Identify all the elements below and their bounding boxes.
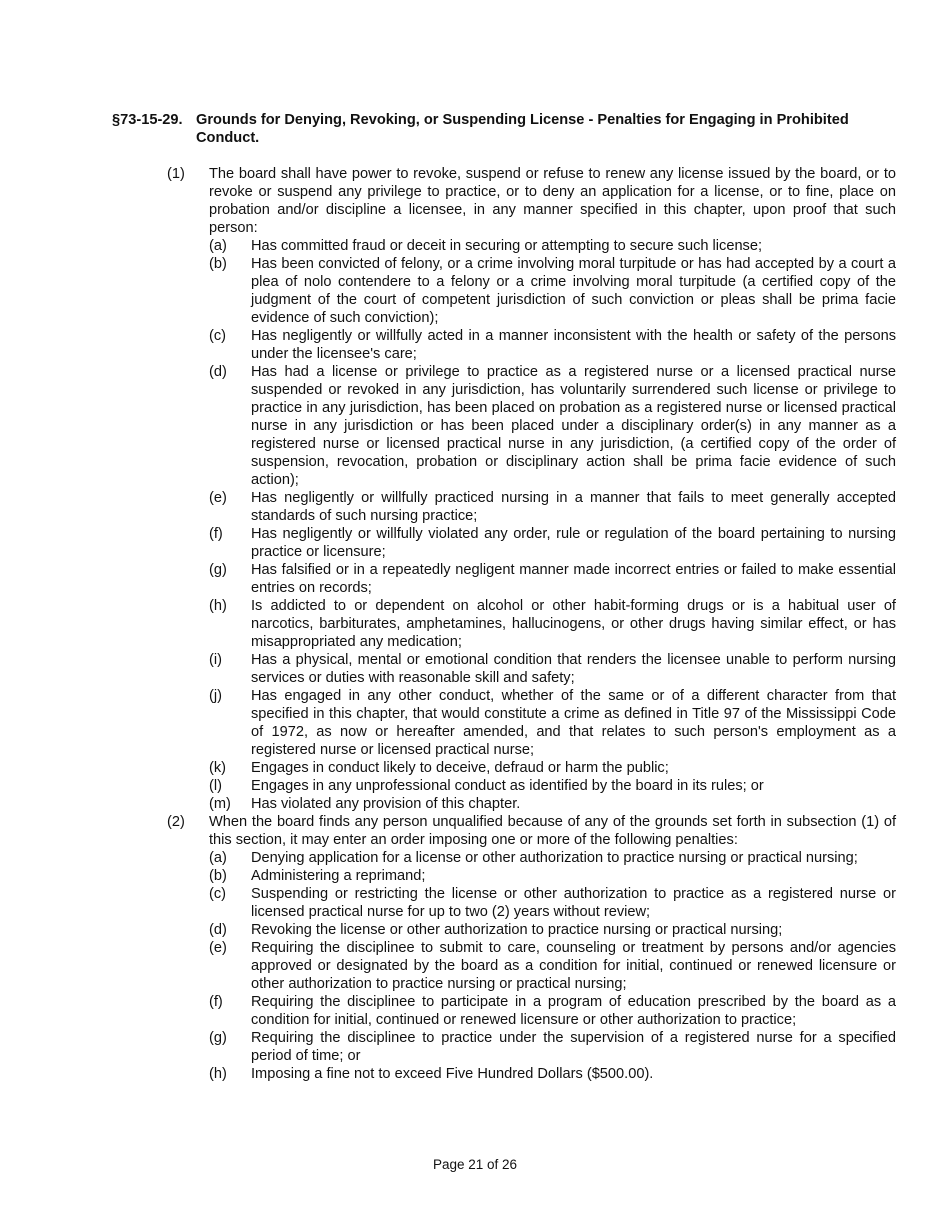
list-item-label: (c) bbox=[209, 886, 227, 902]
list-item-label: (b) bbox=[209, 868, 227, 884]
list-item-text: Administering a reprimand; bbox=[251, 868, 426, 884]
list-item bbox=[167, 921, 896, 939]
list-item bbox=[167, 795, 896, 813]
list-item-label: (i) bbox=[209, 652, 222, 668]
list-item-label: (g) bbox=[209, 1030, 227, 1046]
subsection-2-list bbox=[167, 849, 896, 1083]
list-item-text: Has a physical, mental or emotional condition that renders the licensee unable to perform nursing services or duties with reasonable skill and safety; bbox=[251, 652, 896, 686]
subsection-1-list bbox=[167, 237, 896, 813]
list-item bbox=[167, 327, 896, 363]
list-item-label: (a) bbox=[209, 238, 227, 254]
list-item-label: (e) bbox=[209, 940, 227, 956]
list-item-text: Has had a license or privilege to practice as a registered nurse or a licensed practical nurse suspended or revoked in any jurisdiction, has voluntarily surrendered such license or privilege to practice in any jurisdiction, has been placed on probation as a registered nurse or licensed practical nurse in any jurisdiction or has been placed under a disciplinary order(s) in any manner as a registered nurse or licensed practical nurse in any jurisdiction, (a certified copy of the order of suspension, revocation, probation or disciplinary action shall be prima facie evidence of such action); bbox=[251, 364, 896, 488]
list-item bbox=[167, 651, 896, 687]
list-item-label: (f) bbox=[209, 526, 223, 542]
section-title: Grounds for Denying, Revoking, or Suspending License - Penalties for Engaging in Prohibited Conduct. bbox=[196, 112, 849, 146]
list-item-text: Revoking the license or other authorization to practice nursing or practical nursing; bbox=[251, 922, 783, 938]
list-item-label: (d) bbox=[209, 364, 227, 380]
list-item bbox=[167, 867, 896, 885]
list-item-text: Has negligently or willfully acted in a manner inconsistent with the health or safety of the persons under the licensee's care; bbox=[251, 328, 896, 362]
list-item-label: (h) bbox=[209, 598, 227, 614]
list-item-text: Requiring the disciplinee to practice under the supervision of a registered nurse for a specified period of time; or bbox=[251, 1030, 896, 1064]
list-item-label: (k) bbox=[209, 760, 227, 776]
list-item-label: (g) bbox=[209, 562, 227, 578]
list-item-text: Requiring the disciplinee to participate in a program of education prescribed by the board as a condition for initial, continued or renewed licensure or other authorization to practice; bbox=[251, 994, 896, 1028]
list-item-label: (e) bbox=[209, 490, 227, 506]
list-item-label: (f) bbox=[209, 994, 223, 1010]
list-item-label: (m) bbox=[209, 796, 231, 812]
list-item-label: (d) bbox=[209, 922, 227, 938]
list-item-text: Has negligently or willfully practiced nursing in a manner that fails to meet generally accepted standards of such nursing practice; bbox=[251, 490, 896, 524]
list-item-text: Has negligently or willfully violated any order, rule or regulation of the board pertaining to nursing practice or licensure; bbox=[251, 526, 896, 560]
list-item bbox=[167, 939, 896, 993]
subsection-text: The board shall have power to revoke, suspend or refuse to renew any license issued by the board, or to revoke or suspend any privilege to practice, or to deny an application for a license, or to fine, place on probation and/or discipline a licensee, in any manner specified in this chapter, upon proof that such person: bbox=[209, 166, 896, 236]
list-item-label: (c) bbox=[209, 328, 227, 344]
subsection-label: (1) bbox=[167, 166, 185, 182]
list-item bbox=[167, 687, 896, 759]
section-number: §73-15-29. bbox=[112, 112, 183, 128]
list-item bbox=[167, 237, 896, 255]
list-item-text: Engages in conduct likely to deceive, defraud or harm the public; bbox=[251, 760, 669, 776]
list-item bbox=[167, 561, 896, 597]
list-item-text: Has been convicted of felony, or a crime involving moral turpitude or has had accepted by a court a plea of nolo contendere to a felony or a crime involving moral turpitude (a certified copy of the judgment of the court of competent jurisdiction of such conviction or pleas shall be prima facie evidence of such conviction); bbox=[251, 256, 896, 326]
list-item-label: (a) bbox=[209, 850, 227, 866]
section-heading bbox=[112, 111, 896, 147]
page-number: Page 21 of 26 bbox=[432, 1157, 518, 1172]
subsection-1 bbox=[167, 165, 896, 237]
list-item bbox=[167, 489, 896, 525]
list-item-text: Denying application for a license or other authorization to practice nursing or practical nursing; bbox=[251, 850, 858, 866]
list-item-text: Suspending or restricting the license or other authorization to practice as a registered nurse or licensed practical nurse for up to two (2) years without review; bbox=[251, 886, 896, 920]
document-body bbox=[167, 165, 896, 1083]
list-item-label: (l) bbox=[209, 778, 222, 794]
list-item bbox=[167, 1065, 896, 1083]
subsection-label: (2) bbox=[167, 814, 185, 830]
list-item bbox=[167, 1029, 896, 1065]
list-item bbox=[167, 993, 896, 1029]
list-item-text: Has committed fraud or deceit in securing or attempting to secure such license; bbox=[251, 238, 763, 254]
list-item-text: Is addicted to or dependent on alcohol or other habit-forming drugs or is a habitual user of narcotics, barbiturates, amphetamines, hallucinogens, or other drugs having similar effect, or has misappropriated any medication; bbox=[251, 598, 896, 650]
subsection-2 bbox=[167, 813, 896, 849]
list-item bbox=[167, 525, 896, 561]
list-item-text: Imposing a fine not to exceed Five Hundred Dollars ($500.00). bbox=[251, 1066, 654, 1082]
list-item bbox=[167, 597, 896, 651]
subsection-text: When the board finds any person unqualified because of any of the grounds set forth in subsection (1) of this section, it may enter an order imposing one or more of the following penalties: bbox=[209, 814, 896, 848]
list-item-text: Has violated any provision of this chapter. bbox=[251, 796, 521, 812]
list-item bbox=[167, 759, 896, 777]
list-item-text: Has falsified or in a repeatedly negligent manner made incorrect entries or failed to make essential entries on records; bbox=[251, 562, 896, 596]
list-item-label: (j) bbox=[209, 688, 222, 704]
list-item-text: Requiring the disciplinee to submit to care, counseling or treatment by persons and/or agencies approved or designated by the board as a condition for initial, continued or renewed licensure or other authorization to practice nursing or practical nursing; bbox=[251, 940, 896, 992]
list-item-label: (h) bbox=[209, 1066, 227, 1082]
list-item bbox=[167, 777, 896, 795]
list-item-label: (b) bbox=[209, 256, 227, 272]
list-item bbox=[167, 849, 896, 867]
list-item-text: Engages in any unprofessional conduct as identified by the board in its rules; or bbox=[251, 778, 764, 794]
list-item bbox=[167, 363, 896, 489]
list-item bbox=[167, 885, 896, 921]
list-item-text: Has engaged in any other conduct, whether of the same or of a different character from that specified in this chapter, that would constitute a crime as defined in Title 97 of the Mississippi Code of 1972, as now or hereafter amended, and that relates to such person's employment as a registered nurse or licensed practical nurse; bbox=[251, 688, 896, 758]
list-item bbox=[167, 255, 896, 327]
